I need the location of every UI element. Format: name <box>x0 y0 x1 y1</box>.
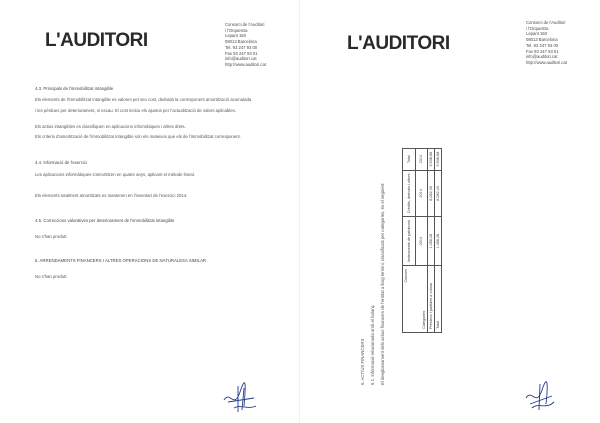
section-heading: 4.5. Correccions valoratives per deteriorament de l'immobilitzat intangible <box>35 218 175 223</box>
address-line: 08013 Barcelona <box>225 39 257 45</box>
address-line: Lepant 150 <box>225 33 246 39</box>
address-line: Consorci de l'Auditori <box>526 20 566 25</box>
table-row <box>435 148 442 332</box>
auditori-logo: L'AUDITORI <box>45 30 148 51</box>
row-label: Total <box>435 266 442 333</box>
table-cell: 9.538,68 <box>428 148 435 170</box>
address-line: Consorci de l'Auditori <box>225 22 265 27</box>
address-line: info@auditori.cat <box>225 56 257 62</box>
rotated-content <box>360 75 600 395</box>
categories-label: Categories <box>422 310 426 329</box>
address-line: i l'Orquestra <box>526 25 549 31</box>
section-heading: 5. ARRENDAMENTS FINANCERS I ALTRES OPERACIONS DE NATURALESA SIMILAR <box>35 258 207 263</box>
address-line: Tel. 93 247 93 00 <box>526 42 559 48</box>
address-line: Lepant 150 <box>526 31 547 37</box>
paragraph: Els actius intangibles es classifiquen en aplicacions informàtiques i altres drets. <box>35 124 186 129</box>
paragraph: Els criteris d'amortització de l'immobilitzat intangible són els mateixos que els de l'immobilitzat corresponent. <box>35 134 241 139</box>
address-line: http://www.auditori.cat <box>526 59 567 65</box>
table-cell: 1.456,28 <box>435 217 442 266</box>
right-page <box>300 0 600 423</box>
address-line: i l'Orquestra <box>225 27 248 33</box>
address-line: 08013 Barcelona <box>526 37 558 43</box>
section-heading: 4.3. Principals de l'immobilitzat intangible <box>35 86 114 91</box>
paragraph: i les pèrdues per deteriorament, si escau. El cost inclou els ajustos per l'actualització de valors aplicables. <box>35 108 236 113</box>
paragraph: No s'han produït. <box>35 274 68 279</box>
table-cell: 8.082,40 <box>428 170 435 217</box>
column-header: Crèdits, derivats i altres <box>403 170 416 217</box>
year-header: 2014 <box>415 217 428 266</box>
address-line: http://www.auditori.cat <box>225 61 266 67</box>
address-block <box>225 22 266 68</box>
year-header: 2014 <box>415 170 428 217</box>
table-header-row <box>403 148 416 332</box>
classes-label: Classes <box>404 269 408 283</box>
year-header: 2014 <box>415 148 428 170</box>
table-cell: 8.082,40 <box>435 170 442 217</box>
table-cell: 9.538,68 <box>435 148 442 170</box>
auditori-logo: L'AUDITORI <box>347 33 450 54</box>
table-cell: 1.456,28 <box>428 217 435 266</box>
financial-assets-table <box>402 148 442 333</box>
column-header: Instruments de patrimoni <box>403 217 416 266</box>
section-heading: 4.4. Informació de l'exercici <box>35 160 87 165</box>
row-label: Préstecs i partides a cobrar <box>428 266 435 333</box>
address-line: Fax 93 247 93 01 <box>526 48 559 54</box>
paragraph: No s'han produït. <box>35 234 68 239</box>
paragraph: Els elements de l'immobilitzat intangible es valoren pel seu cost, deduïda la corresponent amortització acumulada <box>35 97 252 102</box>
paragraph: Les aplicacions informàtiques s'amortitzen en quatre anys, aplicant el mètode lineal. <box>35 172 195 177</box>
address-block <box>526 20 567 66</box>
table-corner <box>403 266 428 333</box>
address-line: Fax 93 247 93 01 <box>225 50 258 56</box>
column-header: Total <box>403 148 416 170</box>
signature-right <box>520 380 560 415</box>
address-line: info@auditori.cat <box>526 54 558 60</box>
paragraph: El desglossament dels actius financers de l'entitat a llarg termini, classificats per categories, és el següent: <box>380 182 385 385</box>
subsection-heading: 6.1. Informació relacionada amb el balanç <box>370 305 375 385</box>
paragraph: Els elements totalment amortitzats es mantenen en l'inventari de l'exercici 2014. <box>35 193 188 198</box>
section-heading: 6. ACTIUS FINANCERS <box>360 338 365 385</box>
table-row <box>428 148 435 332</box>
address-line: Tel. 93 247 93 00 <box>225 44 258 50</box>
signature-left <box>220 380 260 415</box>
